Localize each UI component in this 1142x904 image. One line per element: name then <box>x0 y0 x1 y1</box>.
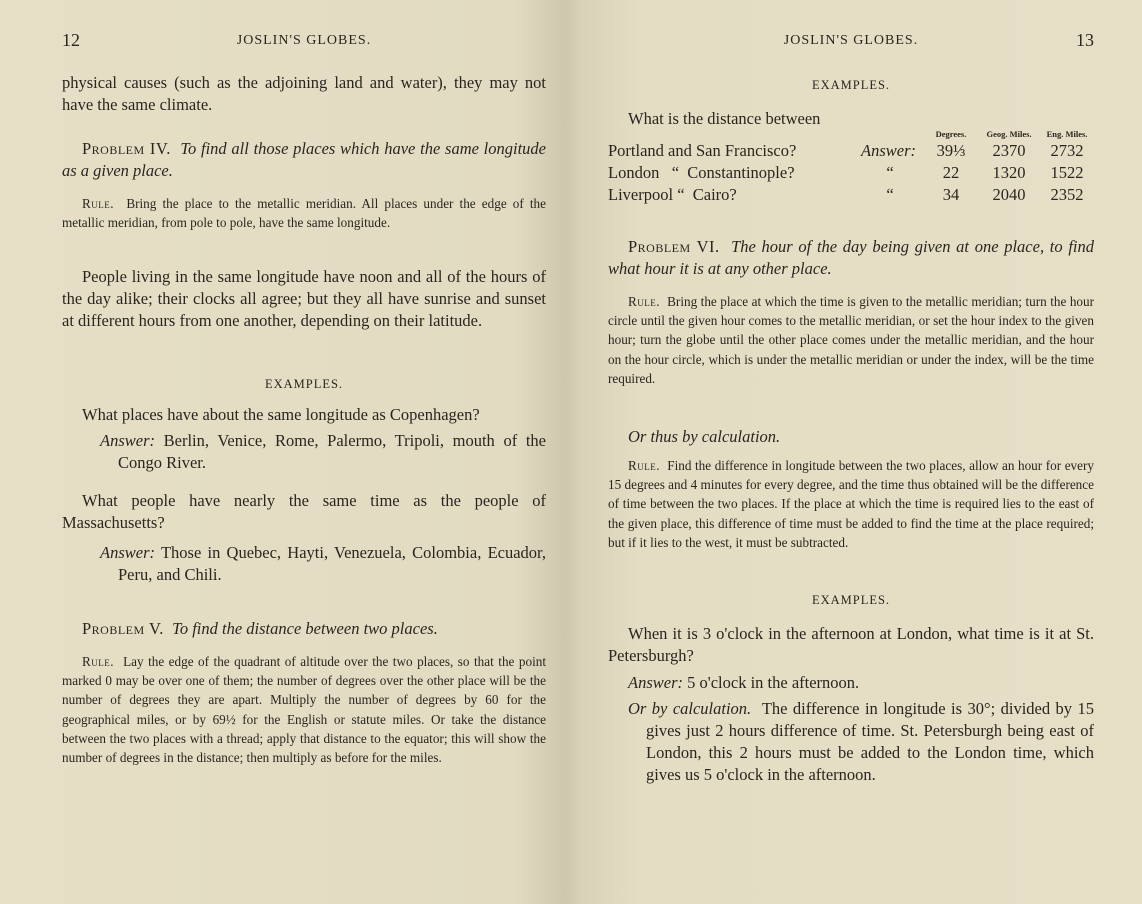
paragraph-longitude: People living in the same longitude have noon and all of the hours of the day alike; their clocks all agree; but they all have sunrise and sunset at different hours from one another, depending on their latitude. <box>62 267 546 330</box>
right-running-head <box>608 30 1094 50</box>
degrees-cell: 22 <box>942 163 960 182</box>
examples-heading: EXAMPLES. <box>811 593 891 607</box>
distance-table <box>608 128 1094 206</box>
geog-miles-cell: 2040 <box>992 185 1026 204</box>
question-copenhagen: What places have about the same longitude as Copenhagen? <box>82 405 480 424</box>
running-title: JOSLIN'S GLOBES. <box>236 33 372 48</box>
rule-text: Lay the edge of the quadrant of altitude over the two places, so that the point marked 0 may be over one of them; the number of degrees over the other place will be the number of degrees they are apart. Multiply the number of degrees by 60 for the geographical miles, or by 69½ for the English or statute miles. Or take the distance between the two places with a thread; apply that distance to the equator; this will show the number of degrees in the distance; then multiply as before for the miles. <box>62 654 546 766</box>
rule-label: Rule. <box>82 196 115 211</box>
answer-text: 5 o'clock in the afternoon. <box>687 673 860 692</box>
question-london: When it is 3 o'clock in the afternoon at London, what time is it at St. Petersburgh? <box>608 624 1094 665</box>
degrees-cell: 34 <box>942 185 960 204</box>
rule-label: Rule. <box>82 654 115 669</box>
page-number: 13 <box>1076 30 1094 50</box>
problem-iv-heading <box>62 138 546 182</box>
problem-label: Problem VI. <box>628 237 720 256</box>
column-header: Geog. Miles. <box>986 129 1032 139</box>
problem-label: Problem V. <box>82 619 164 638</box>
answer-label: Answer: <box>100 543 155 562</box>
table-row <box>608 162 1094 184</box>
right-page <box>608 0 1094 904</box>
problem-title: To find the distance between two places. <box>172 619 438 638</box>
table-row <box>608 140 1094 162</box>
geog-miles-cell: 1320 <box>992 163 1026 182</box>
table-row <box>608 184 1094 206</box>
answer-london <box>608 672 1094 694</box>
rule-text: Bring the place at which the time is given to the metallic meridian; turn the hour circle until the given hour comes to the metallic meridian, or set the hour index to the given hour; turn the globe until the other place comes under the metallic meridian, and the hour on the hour circle, which is under the metallic meridian or under the index, will be the time required. <box>608 294 1095 386</box>
eng-miles-cell: 2352 <box>1050 185 1084 204</box>
rule-v <box>62 652 546 767</box>
rule-iv <box>62 194 546 232</box>
answer-cell: “ <box>886 185 894 204</box>
problem-v-heading <box>62 618 546 640</box>
place-cell: Portland and San Francisco? <box>608 141 797 160</box>
problem-label: Problem IV. <box>82 139 171 158</box>
calculation-paragraph <box>608 698 1094 786</box>
rule-label: Rule. <box>628 294 661 309</box>
geog-miles-cell: 2370 <box>992 141 1026 160</box>
degrees-cell: 39⅓ <box>936 141 966 160</box>
calculation-text: The difference in longitude is 30°; divided by 15 gives just 2 hours difference of time. St. Petersburgh being east of London, this 2 hours must be added to the London time, which gives us 5 o'clock in the afternoon. <box>646 699 1095 784</box>
running-title: JOSLIN'S GLOBES. <box>783 33 919 48</box>
page-number: 12 <box>62 30 80 50</box>
left-page <box>62 0 546 904</box>
distance-intro: What is the distance between <box>628 109 821 128</box>
examples-heading: EXAMPLES. <box>264 377 344 391</box>
answer-copenhagen <box>62 430 546 474</box>
rule-text: Bring the place to the metallic meridian. All places under the edge of the metallic meridian, from pole to pole, have the same longitude. <box>62 196 546 231</box>
answer-label: Answer: <box>628 673 683 692</box>
column-header: Degrees. <box>935 129 967 139</box>
eng-miles-cell: 2732 <box>1050 141 1084 160</box>
eng-miles-cell: 1522 <box>1050 163 1084 182</box>
answer-cell: “ <box>886 163 894 182</box>
column-header: Eng. Miles. <box>1046 129 1088 139</box>
table-header-row <box>608 128 1094 140</box>
place-cell: London “ Constantinople? <box>608 163 795 182</box>
answer-massachusetts <box>62 542 546 586</box>
place-cell: Liverpool “ Cairo? <box>608 185 737 204</box>
problem-vi-heading <box>608 236 1094 280</box>
paragraph-continued: physical causes (such as the adjoining land and water), they may not have the same climate. <box>62 73 546 114</box>
rule-calculation <box>608 456 1094 552</box>
answer-text: Berlin, Venice, Rome, Palermo, Tripoli, mouth of the Congo River. <box>118 431 546 472</box>
rule-text: Find the difference in longitude between the two places, allow an hour for every 15 degrees and 4 minutes for every degree, and the time thus obtained will be the difference of time between the two places. If the place at which the time is required lies to the east of the given place, this difference of time must be added to find the time at the place required; but if it lies to the west, it must be subtracted. <box>608 458 1094 550</box>
or-thus-heading <box>608 426 1094 448</box>
calculation-label: Or by calculation. <box>628 699 752 718</box>
answer-cell: Answer: <box>861 141 916 160</box>
rule-vi <box>608 292 1094 388</box>
answer-text: Those in Quebec, Hayti, Venezuela, Colombia, Ecuador, Peru, and Chili. <box>118 543 546 584</box>
or-thus-text: Or thus by calculation. <box>628 427 781 446</box>
question-massachusetts: What people have nearly the same time as the people of Massachusetts? <box>62 491 546 532</box>
answer-label: Answer: <box>100 431 155 450</box>
left-running-head <box>62 30 546 50</box>
rule-label: Rule. <box>628 458 661 473</box>
examples-heading: EXAMPLES. <box>811 78 891 92</box>
problem-title: To find all those places which have the same longitude as a given place. <box>62 139 547 180</box>
problem-title: The hour of the day being given at one place, to find what hour it is at any other place. <box>608 237 1095 278</box>
